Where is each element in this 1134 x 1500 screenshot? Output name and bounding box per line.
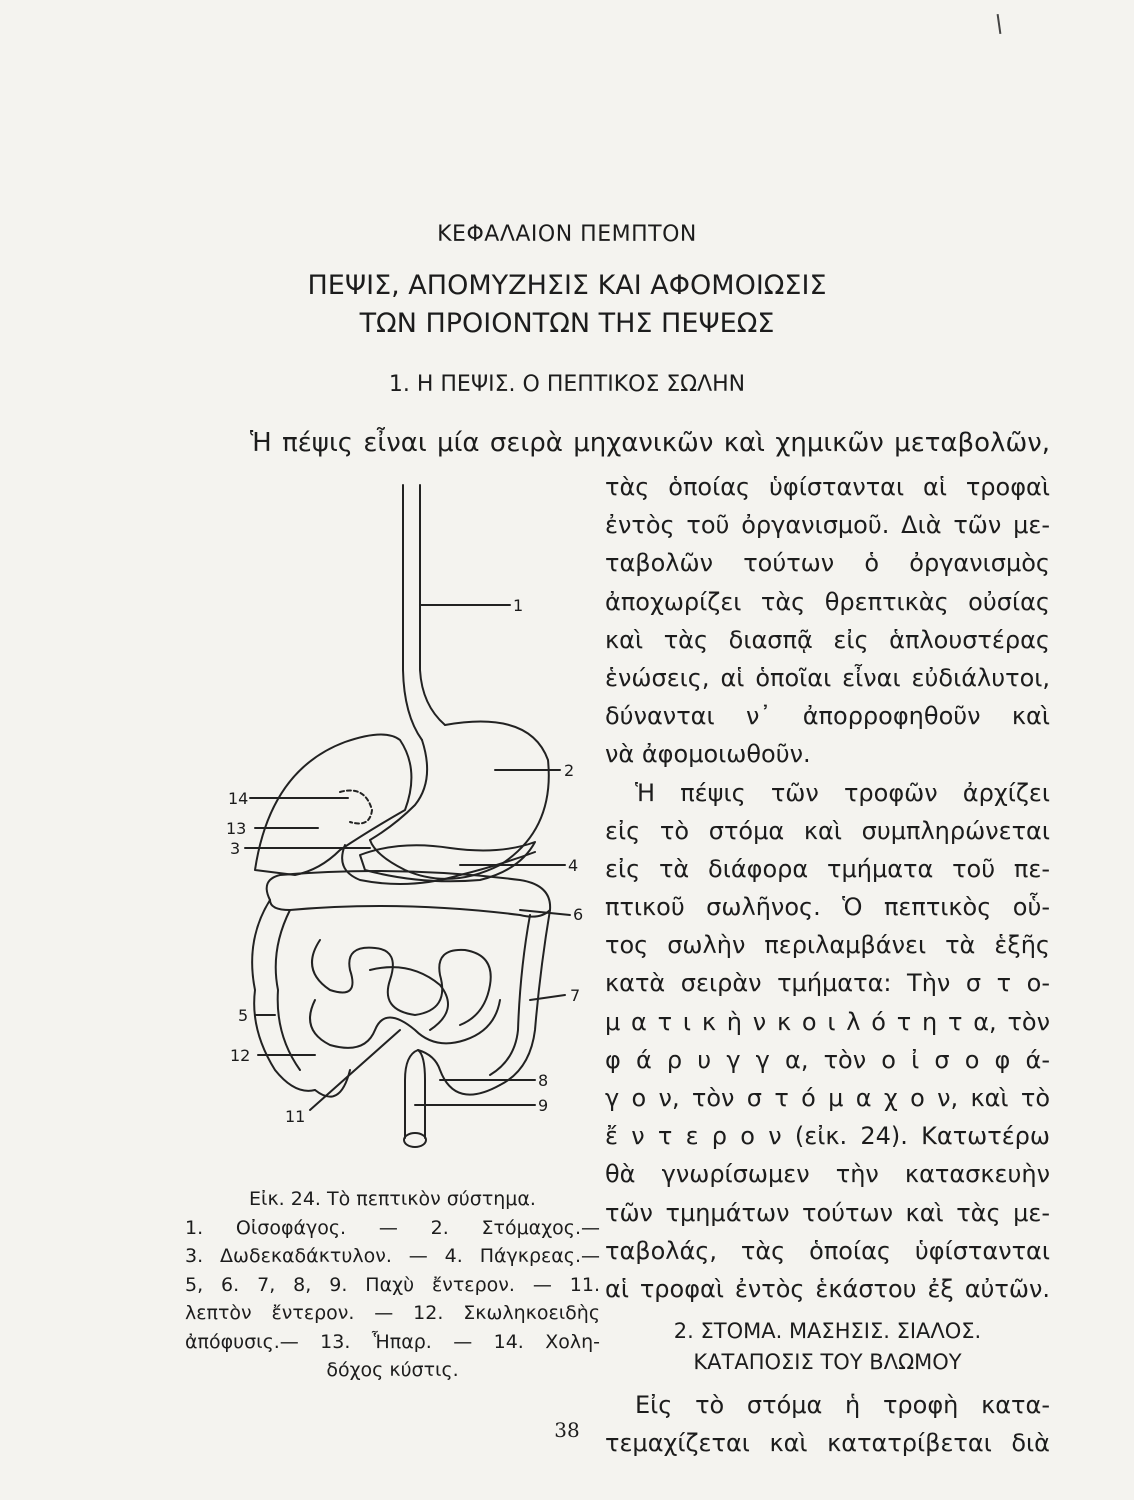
figure-label-11: 11 — [285, 1107, 306, 1126]
paragraph-2-line: μ α τ ι κ ὴ ν κ ο ι λ ό τ η τ α, τὸν — [605, 1007, 1050, 1036]
figure-label-13: 13 — [226, 819, 247, 838]
chapter-title-line-1: ΠΕΨΙΣ, ΑΠΟΜΥΖΗΣΙΣ ΚΑΙ ΑΦΟΜΟΙΩΣΙΣ — [307, 270, 827, 301]
caption-line: 1. Οἰσοφάγος. — 2. Στόμαχος.— — [185, 1216, 600, 1239]
stomach-shape — [370, 722, 549, 879]
paragraph-3-line: τεμαχίζεται καὶ κατατρίβεται διὰ — [605, 1429, 1050, 1458]
gallbladder-shape — [340, 790, 372, 823]
column-line: τὰς ὁποίας ὑφίστανται αἱ τροφαὶ — [605, 473, 1050, 501]
pencil-mark — [997, 14, 1002, 34]
figure-label-14: 14 — [228, 789, 249, 808]
intro-line: Ἡ πέψις εἶναι μία σειρὰ μηχανικῶν καὶ χημικῶν μεταβολῶν, — [250, 428, 1050, 458]
figure-label-6: 6 — [573, 905, 584, 924]
column-line: νὰ ἀφομοιωθοῦν. — [605, 740, 811, 769]
appendix-shape — [315, 1070, 350, 1097]
paragraph-2-line: Ἡ πέψις τῶν τροφῶν ἀρχίζει — [635, 778, 1050, 807]
paragraph-2-line: ταβολάς, τὰς ὁποίας ὑφίστανται — [605, 1236, 1050, 1265]
caption-line: 3. Δωδεκαδάκτυλον. — 4. Πάγκρεας.— — [185, 1245, 600, 1267]
figure-label-4: 4 — [568, 856, 579, 875]
paragraph-2-line: εἰς τὰ διάφορα τμήματα τοῦ πε- — [605, 854, 1050, 883]
paragraph-2-line: θὰ γνωρίσωμεν τὴν κατασκευὴν — [605, 1160, 1050, 1189]
small-intestine-shape — [312, 940, 491, 1025]
paragraph-3-line: Εἰς τὸ στόμα ἡ τροφὴ κατα- — [635, 1391, 1050, 1420]
digestive-system-drawing — [200, 470, 600, 1180]
paragraph-2-line: κατὰ σειρὰν τμήματα: Τὴν σ τ ο- — [605, 969, 1050, 998]
figure-label-5: 5 — [238, 1006, 249, 1025]
figure-label-2: 2 — [564, 761, 575, 780]
column-line: καὶ τὰς διασπᾷ εἰς ἁπλουστέρας — [605, 625, 1050, 654]
column-line: δύνανται ν᾽ ἀπορροφηθοῦν καὶ — [605, 702, 1050, 731]
text-column — [605, 468, 1050, 1463]
figure-label-1: 1 — [513, 596, 524, 615]
section-heading-2-line-1: 2. ΣΤΟΜΑ. ΜΑΣΗΣΙΣ. ΣΙΑΛΟΣ. — [673, 1319, 982, 1344]
column-line: ἑνώσεις, αἱ ὁποῖαι εἶναι εὐδιάλυτοι, — [605, 663, 1050, 692]
paragraph-2-line: πτικοῦ σωλῆνος. Ὁ πεπτικὸς οὗ- — [605, 893, 1050, 922]
caption-line: 5, 6. 7, 8, 9. Παχὺ ἔντερον. — 11. — [185, 1273, 600, 1296]
paragraph-2-line: τῶν τμημάτων τούτων καὶ τὰς με- — [605, 1198, 1050, 1227]
figure-label-12: 12 — [230, 1046, 251, 1065]
paragraph-2-line: γ ο ν, τὸν σ τ ό μ α χ ο ν, καὶ τὸ — [605, 1084, 1050, 1112]
caption-line: δόχος κύστις. — [326, 1359, 459, 1381]
paragraph-2-line: εἰς τὸ στόμα καὶ συμπληρώνεται — [605, 816, 1050, 845]
chapter-heading: ΚΕΦΑΛΑΙΟΝ ΠΕΜΠΤΟΝ — [437, 222, 697, 247]
paragraph-2-line: ἔ ν τ ε ρ ο ν (εἰκ. 24). Κατωτέρω — [605, 1122, 1050, 1151]
column-line: ταβολῶν τούτων ὁ ὀργανισμὸς — [605, 549, 1050, 578]
paragraph-2-line: αἱ τροφαὶ ἐντὸς ἑκάστου ἐξ αὐτῶν. — [605, 1274, 1050, 1303]
liver-shape — [255, 734, 411, 875]
figure-label-8: 8 — [538, 1071, 549, 1090]
caption-line: λεπτὸν ἔντερον. — 12. Σκωληκοειδὴς — [185, 1302, 600, 1324]
column-line: ἀποχωρίζει τὰς θρεπτικὰς οὐσίας — [605, 587, 1050, 616]
figure-label-3: 3 — [230, 839, 241, 858]
caption-line: ἀπόφυσις.— 13. Ἧπαρ. — 14. Χολη- — [185, 1330, 600, 1353]
column-line: ἐντὸς τοῦ ὀργανισμοῦ. Διὰ τῶν με- — [605, 511, 1050, 540]
chapter-title-line-2: ΤΩΝ ΠΡΟΙΟΝΤΩΝ ΤΗΣ ΠΕΨΕΩΣ — [359, 308, 775, 339]
section-heading-2-line-2: ΚΑΤΑΠΟΣΙΣ ΤΟΥ ΒΛΩΜΟΥ — [693, 1350, 962, 1375]
section-heading-1: 1. Η ΠΕΨΙΣ. Ο ΠΕΠΤΙΚΟΣ ΣΩΛΗΝ — [388, 372, 746, 397]
figure-caption — [185, 1185, 600, 1385]
digestive-system-figure — [200, 470, 600, 1180]
caption-line: Εἰκ. 24. Τὸ πεπτικὸν σύστημα. — [249, 1188, 536, 1210]
paragraph-2-line: τος σωλὴν περιλαμβάνει τὰ ἑξῆς — [605, 931, 1050, 960]
figure-label-9: 9 — [538, 1096, 549, 1115]
page-number: 38 — [554, 1418, 580, 1442]
figure-label-7: 7 — [570, 986, 581, 1005]
paragraph-2-line: φ ά ρ υ γ γ α, τὸν ο ἰ σ ο φ ά- — [605, 1045, 1050, 1074]
